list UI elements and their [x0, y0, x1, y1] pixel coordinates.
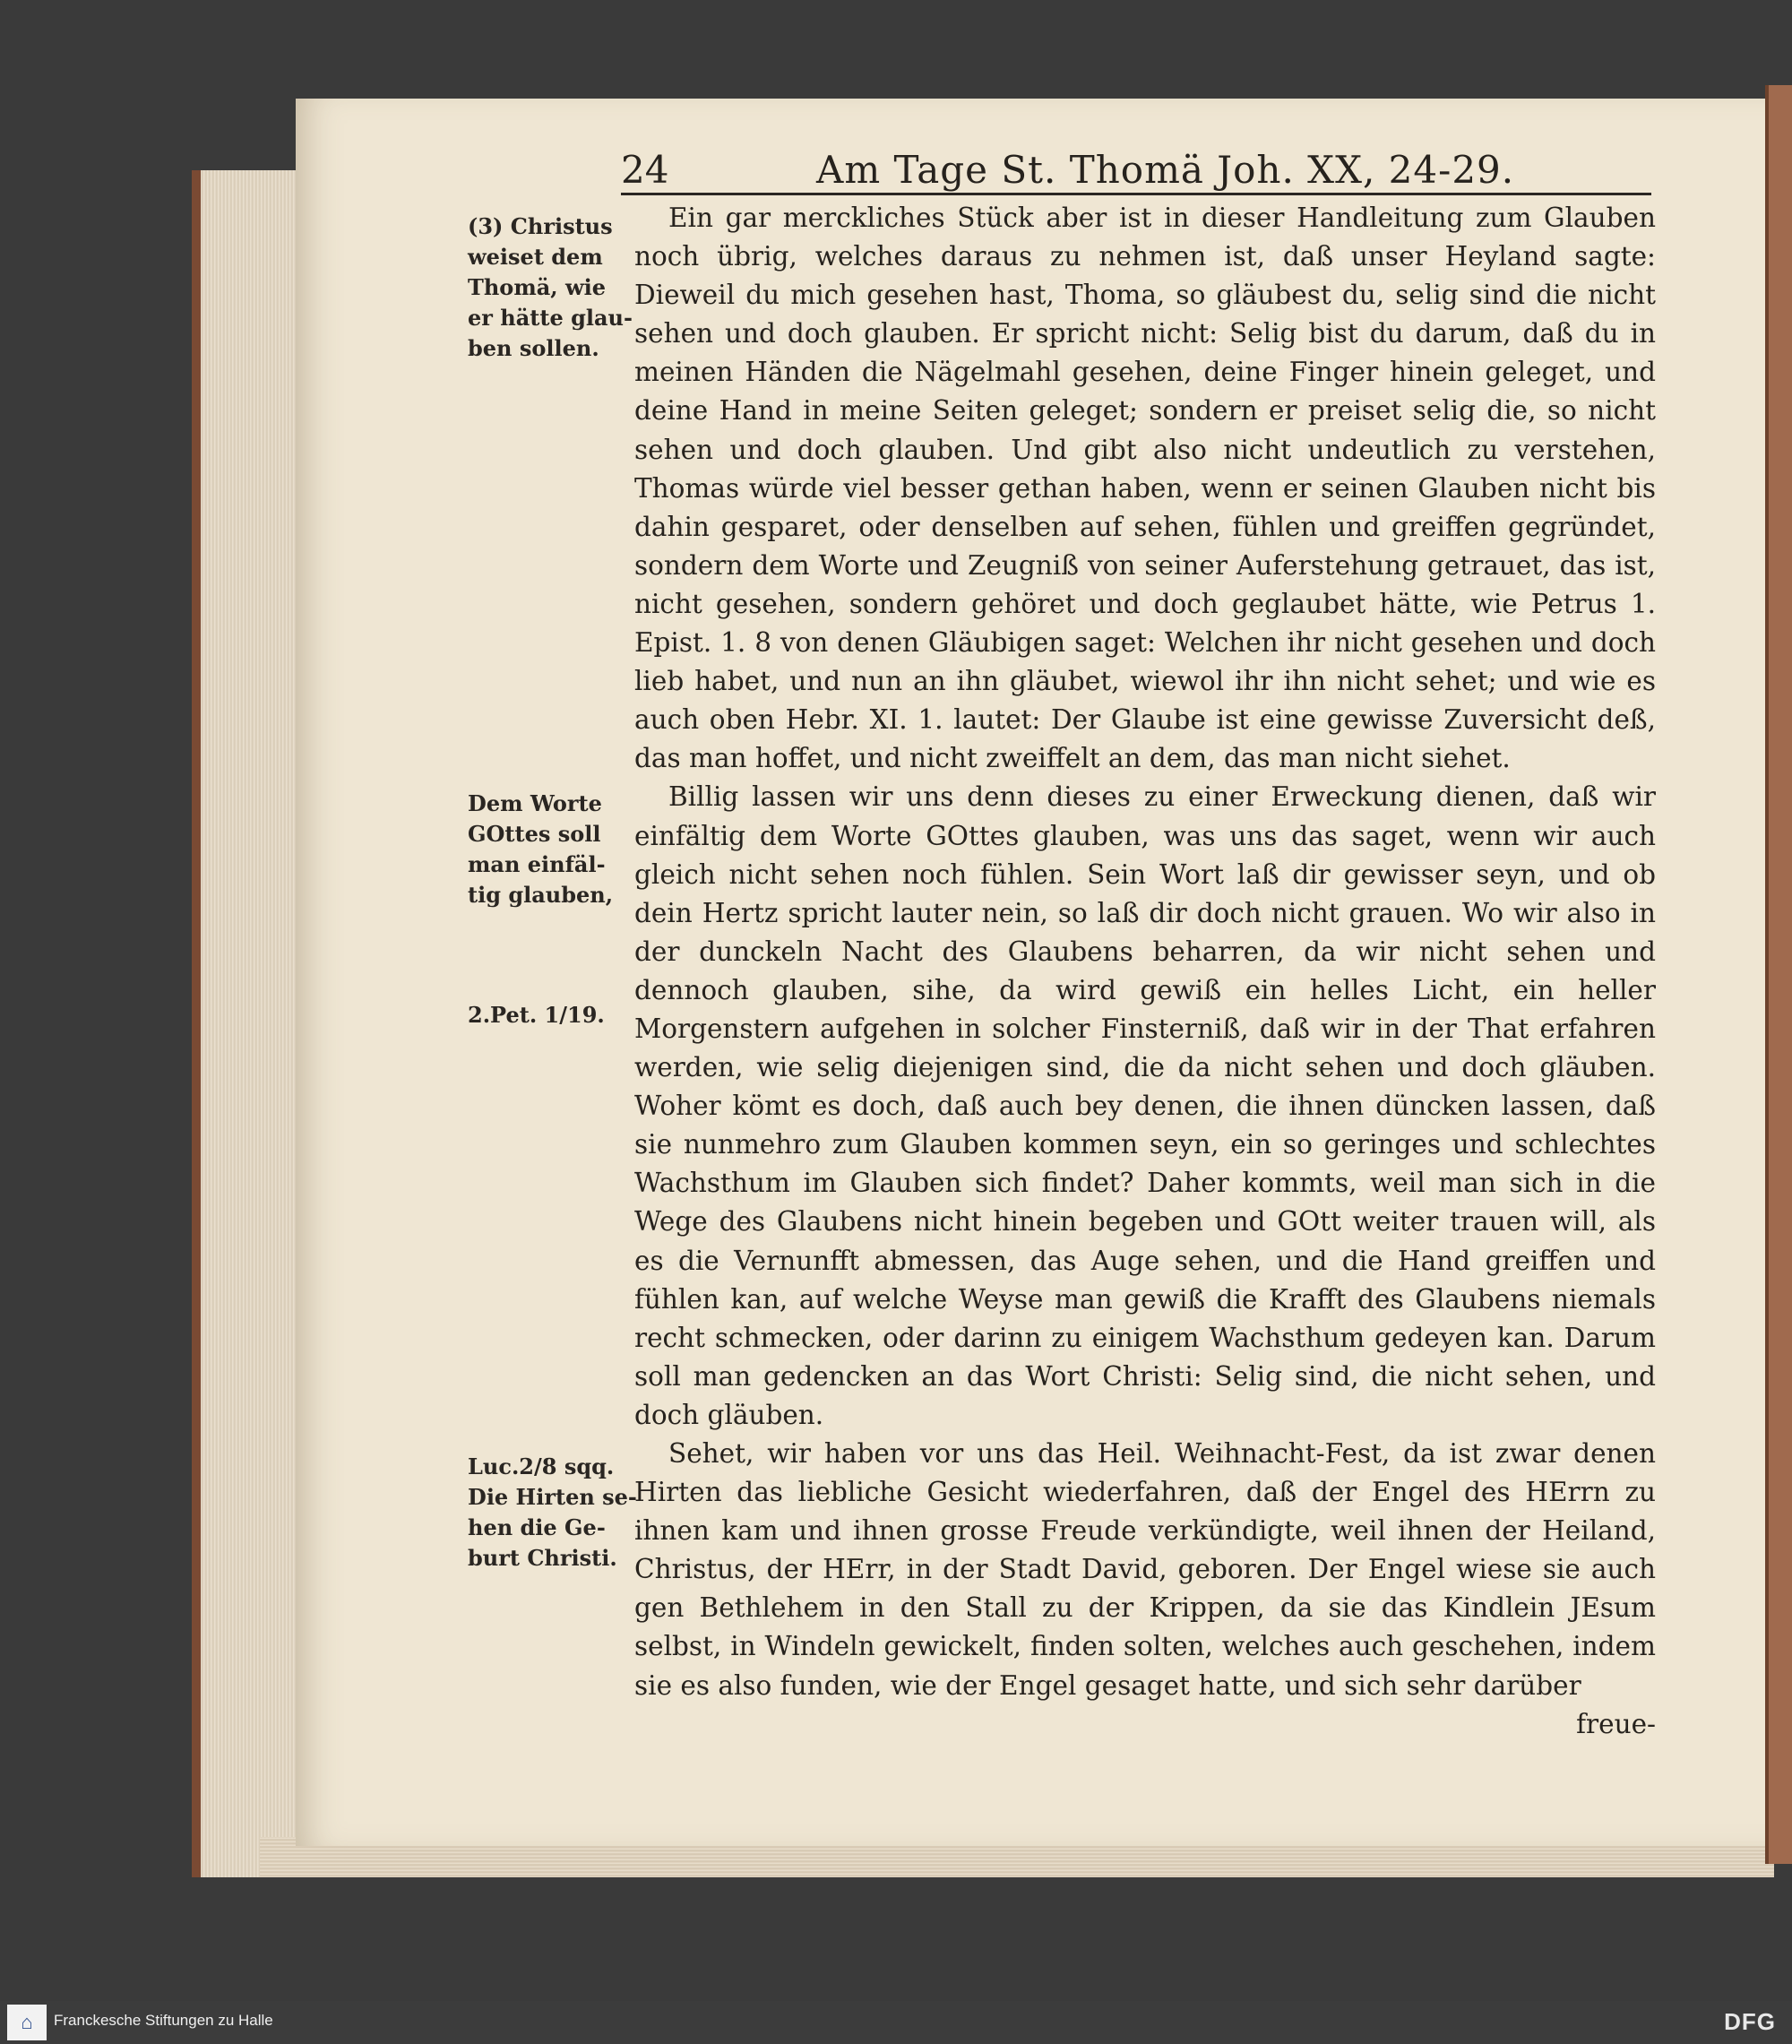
margin-note: Luc.2/8 sqq. Die Hirten se-hen die Ge-burt Christi. — [468, 1453, 637, 1571]
margin-note: Dem Worte GOttes soll man einfäl-tig glauben, — [468, 790, 614, 908]
logo-icon: ⌂ — [21, 2011, 33, 2033]
margin-note: 2.Pet. 1/19. — [468, 1002, 605, 1028]
paragraph: Ein gar merckliches Stück aber ist in dieser Handleitung zum Glauben noch übrig, welches daraus zu nehmen ist, daß unser Heyland sagte: Dieweil du mich gesehen hast, Thoma, so gläubest du, selig sind die nicht sehen und doch glauben. Er spricht nicht: Selig bist du darum, daß du in meinen Händen die Nägelmahl gesehen, deine Finger hinein geleget, und deine Hand in meine Seiten geleget; sondern er preiset selig die, so nicht sehen und doch glauben. Und gibt also nicht undeutlich zu verstehen, Thomas würde viel besser gethan haben, wenn er seinen Glauben nicht bis dahin gesparet, oder denselben auf sehen, fühlen und greiffen gegründet, sondern dem Worte und Zeugniß von seiner Auferstehung getrauet, das ist, nicht gesehen, sondern gehöret und doch geglaubet hätte, wie Petrus 1. Epist. 1. 8 von denen Gläubigen saget: Welchen ihr nicht gesehen und doch lieb habet, und nun an ihn gläubet, wiewol ihr ihn nicht sehet; und wie es auch oben Hebr. XI. 1. lautet: Der Glaube ist eine gewisse Zuversicht deß, das man hoffet, und nicht zweiffelt an dem, das man nicht siehet. — [634, 203, 1656, 774]
page-number: 24 — [621, 148, 669, 192]
institution-name: Franckesche Stiftungen zu Halle — [54, 2012, 273, 2029]
page-title: Am Tage St. Thomä Joh. XX, 24-29. — [816, 148, 1515, 192]
dfg-logo: DFG — [1724, 2008, 1776, 2035]
main-text — [634, 199, 1656, 1744]
catchword: freue- — [1576, 1708, 1656, 1739]
institution-logo — [7, 2005, 47, 2040]
viewer-footer — [0, 2001, 1792, 2044]
book-page-edges — [192, 170, 306, 1877]
running-head — [621, 148, 1651, 195]
book-cover-edge — [1765, 85, 1792, 1864]
margin-note: (3) Christus weiset dem Thomä, wie er hätte glau-ben sollen. — [468, 213, 633, 361]
paragraph: Sehet, wir haben vor uns das Heil. Weihnacht-Fest, da ist zwar denen Hirten das liebliche Gesicht wiederfahren, daß der Engel des HErrn zu ihnen kam und ihnen grosse Freude verkündigte, weil ihnen der Heiland, Christus, der HErr, in der Stadt David, geboren. Der Engel wiese sie auch gen Bethlehem in den Stall zu der Krippen, da sie das Kindlein JEsum selbst, in Windeln gewickelt, finden solten, welches auch geschehen, indem sie es also funden, wie der Engel gesaget hatte, und sich sehr darüber — [634, 1438, 1656, 1701]
paragraph: Billig lassen wir uns denn dieses zu einer Erweckung dienen, daß wir einfältig dem Worte GOttes glauben, was uns das saget, wenn wir auch gleich nicht sehen noch fühlen. Sein Wort laß dir gewisser seyn, und ob dein Hertz spricht lauter nein, so laß dir doch nicht grauen. Wo wir also in der dunckeln Nacht des Glaubens beharren, da wir nicht sehen und dennoch glauben, sihe, da wird gewiß ein helles Licht, ein heller Morgenstern aufgehen in solcher Finsterniß, daß wir in der That erfahren werden, wie selig diejenigen sind, die da nicht sehen und doch gläuben. Woher kömt es doch, daß auch bey denen, die ihnen düncken lassen, daß sie nunmehro zum Glauben kommen seyn, ein so geringes und schlechtes Wachsthum im Glauben sich findet? Daher kommts, weil man sich in die Wege des Glaubens nicht hinein begeben und GOtt weiter trauen will, als es die Vernunfft abmessen, das Auge sehen, und die Hand greiffen und fühlen kan, auf welche Weyse man gewiß die Krafft des Glaubens niemals recht schmecken, oder darinn zu einigem Wachsthum gedeyen kan. Darum soll man gedencken an das Wort Christi: Selig sind, die nicht sehen, und doch gläuben. — [634, 781, 1656, 1430]
